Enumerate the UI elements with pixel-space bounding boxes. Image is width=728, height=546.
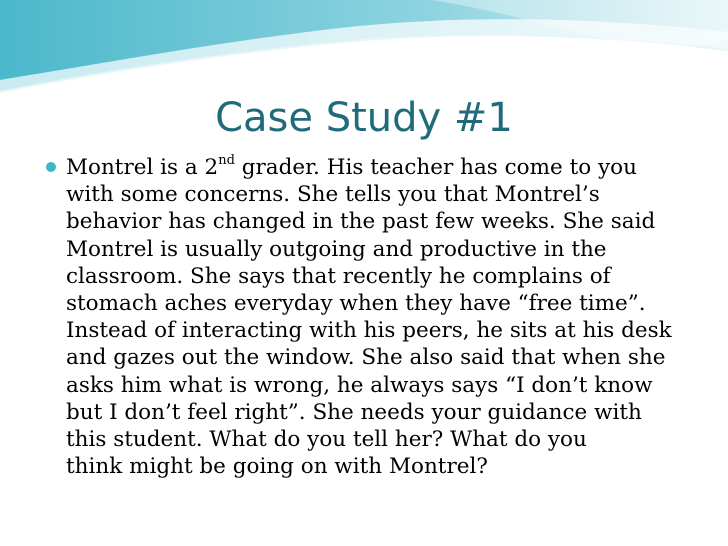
text-line: Instead of interacting with his peers, he sits at his desk [66,318,672,344]
bullet-icon [46,162,56,172]
text-line-1: Montrel is a 2nd grader. His teacher has come to you [66,152,637,180]
text-line: and gazes out the window. She also said that when she [66,345,666,371]
text-line: but I don’t feel right”. She needs your guidance with [66,399,642,425]
text-line: think might be going on with Montrel? [66,454,488,480]
case-study-text [66,154,706,480]
text-line: this student. What do you tell her? What do you [66,427,587,453]
text-line: with some concerns. She tells you that Montrel’s [66,182,600,208]
text-line: Montrel is usually outgoing and productive in the [66,236,607,262]
text-line: classroom. She says that recently he complains of [66,263,611,289]
text-line: asks him what is wrong, he always says “I don’t know [66,372,653,398]
slide-title: Case Study #1 [215,95,513,141]
ordinal-suffix: nd [218,152,235,168]
text-line: stomach aches everyday when they have “free time”. [66,291,646,317]
text-line: behavior has changed in the past few weeks. She said [66,209,656,235]
